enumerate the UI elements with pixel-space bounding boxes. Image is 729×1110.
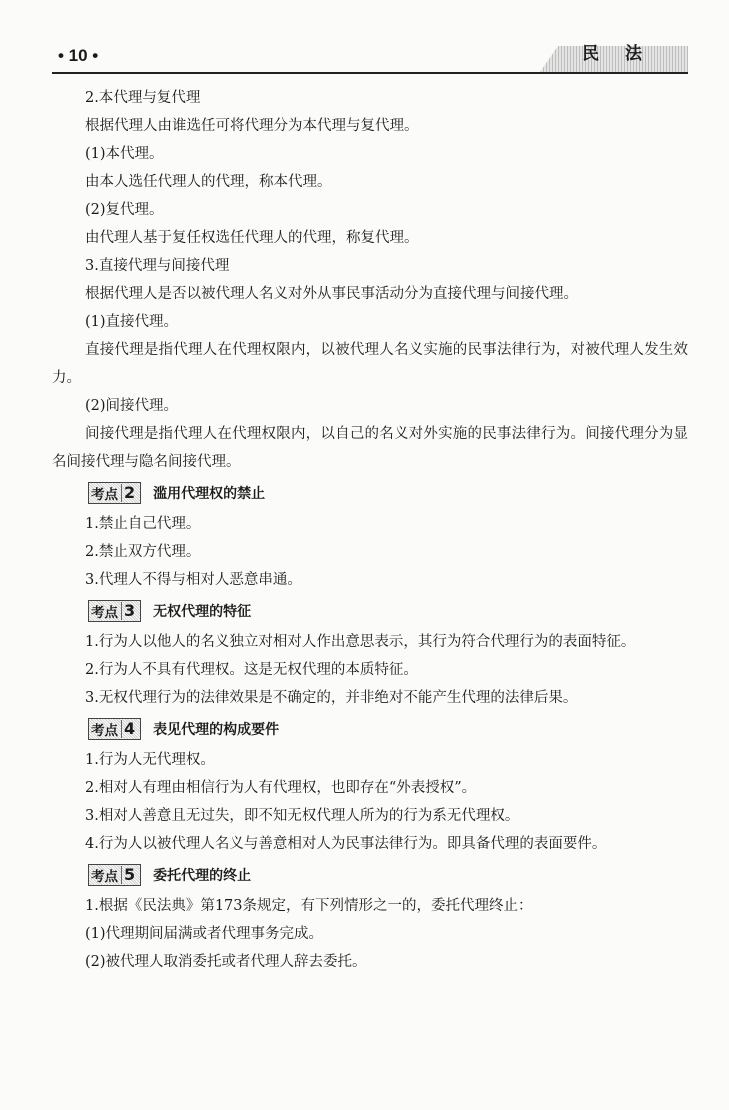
subheading: 3.直接代理与间接代理 bbox=[85, 258, 230, 274]
paragraph: 由代理人基于复任权选任代理人的代理，称复代理。 bbox=[85, 230, 419, 246]
kaodian-title: 委托代理的终止 bbox=[153, 868, 252, 884]
list-item: 3.相对人善意且无过失，即不知无权代理人所为的行为系无代理权。 bbox=[85, 808, 520, 824]
paragraph: 根据代理人是否以被代理人名义对外从事民事活动分为直接代理与间接代理。 bbox=[85, 286, 578, 302]
page-number: • 10 • bbox=[58, 46, 99, 65]
kaodian-title: 无权代理的特征 bbox=[153, 604, 252, 620]
list-item: 1.行为人以他人的名义独立对相对人作出意思表示，其行为符合代理行为的表面特征。 bbox=[85, 634, 636, 650]
kaodian-heading bbox=[88, 860, 688, 890]
paragraph: 由本人选任代理人的代理，称本代理。 bbox=[85, 174, 332, 190]
kaodian-label: 考点 bbox=[91, 723, 118, 739]
kaodian-label: 考点 bbox=[91, 869, 118, 885]
header-rule bbox=[52, 72, 688, 74]
kaodian-number: 5 bbox=[121, 866, 137, 884]
list-item: (1)本代理。 bbox=[85, 146, 164, 162]
kaodian-number: 3 bbox=[121, 602, 137, 620]
page-header bbox=[52, 38, 688, 74]
kaodian-heading bbox=[88, 478, 688, 508]
list-item: 2.相对人有理由相信行为人有代理权，也即存在“外表授权”。 bbox=[85, 780, 477, 796]
kaodian-number: 4 bbox=[121, 720, 137, 738]
kaodian-badge bbox=[88, 718, 141, 740]
kaodian-title: 表见代理的构成要件 bbox=[153, 722, 280, 738]
kaodian-label: 考点 bbox=[91, 487, 118, 503]
section-title: 民 法 bbox=[582, 44, 652, 64]
list-item: 3.代理人不得与相对人恶意串通。 bbox=[85, 572, 302, 588]
list-item: (2)被代理人取消委托或者代理人辞去委托。 bbox=[85, 954, 367, 970]
list-item: 1.行为人无代理权。 bbox=[85, 752, 215, 768]
page-body bbox=[52, 84, 688, 976]
kaodian-label: 考点 bbox=[91, 605, 118, 621]
list-item: 3.无权代理行为的法律效果是不确定的，并非绝对不能产生代理的法律后果。 bbox=[85, 690, 578, 706]
kaodian-badge bbox=[88, 482, 141, 504]
list-item: 1.禁止自己代理。 bbox=[85, 516, 201, 532]
paragraph: 直接代理是指代理人在代理权限内，以被代理人名义实施的民事法律行为，对被代理人发生效力。 bbox=[52, 342, 688, 386]
list-item: (2)间接代理。 bbox=[85, 398, 179, 414]
list-item: (1)代理期间届满或者代理事务完成。 bbox=[85, 926, 324, 942]
list-item: 2.禁止双方代理。 bbox=[85, 544, 201, 560]
list-item: 2.行为人不具有代理权。这是无权代理的本质特征。 bbox=[85, 662, 418, 678]
kaodian-title: 滥用代理权的禁止 bbox=[153, 486, 266, 502]
paragraph: 根据代理人由谁选任可将代理分为本代理与复代理。 bbox=[85, 118, 419, 134]
kaodian-badge bbox=[88, 600, 141, 622]
kaodian-number: 2 bbox=[121, 484, 137, 502]
kaodian-heading bbox=[88, 596, 688, 626]
list-item: 4.行为人以被代理人名义与善意相对人为民事法律行为。即具备代理的表面要件。 bbox=[85, 836, 607, 852]
list-item: 1.根据《民法典》第173条规定，有下列情形之一的，委托代理终止： bbox=[85, 898, 533, 914]
kaodian-badge bbox=[88, 864, 141, 886]
kaodian-heading bbox=[88, 714, 688, 744]
paragraph: 间接代理是指代理人在代理权限内，以自己的名义对外实施的民事法律行为。间接代理分为显名间接代理与隐名间接代理。 bbox=[52, 426, 688, 470]
list-item: (1)直接代理。 bbox=[85, 314, 179, 330]
list-item: (2)复代理。 bbox=[85, 202, 164, 218]
subheading: 2.本代理与复代理 bbox=[85, 90, 201, 106]
